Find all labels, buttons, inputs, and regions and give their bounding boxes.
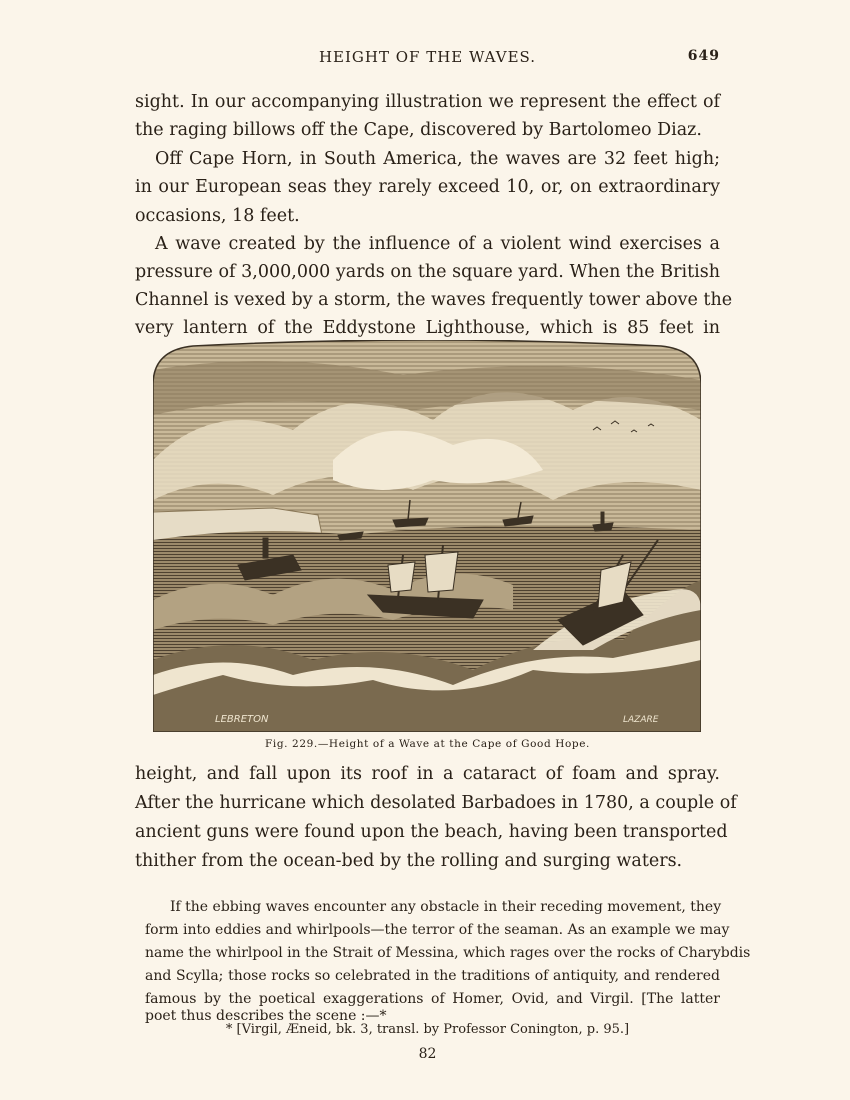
small-text-line: name the whirlpool in the Strait of Messina, which rages over the rocks of Charybdis: [145, 945, 751, 961]
signature-mark: 82: [418, 1046, 437, 1062]
small-text-line: form into eddies and whirlpools—the terror of the seaman. As an example we may: [145, 922, 730, 938]
running-head-title: HEIGHT OF THE WAVES.: [318, 48, 537, 66]
figure-caption: Fig. 229.—Height of a Wave at the Cape of Good Hope.: [265, 738, 590, 750]
page-number: 649: [687, 48, 720, 64]
text-line: the raging billows off the Cape, discovered by Bartolomeo Diaz.: [135, 120, 702, 140]
text-line: Off Cape Horn, in South America, the waves are 32 feet high;: [155, 149, 720, 169]
text-line: occasions, 18 feet.: [135, 206, 300, 226]
wave-engraving: [153, 340, 701, 732]
engraver-signature-right: LAZARE: [623, 715, 659, 725]
engraver-signature-left: LEBRETON: [215, 714, 269, 725]
text-line: Channel is vexed by a storm, the waves frequently tower above the: [135, 290, 733, 310]
text-line: ancient guns were found upon the beach, having been transported: [135, 822, 728, 842]
small-text-line: If the ebbing waves encounter any obstacle in their receding movement, they: [170, 899, 722, 915]
small-text-line: famous by the poetical exaggerations of Homer, Ovid, and Virgil. [The latter: [145, 991, 720, 1007]
text-line: height, and fall upon its roof in a cataract of foam and spray.: [135, 764, 720, 784]
text-line: sight. In our accompanying illustration we represent the effect of: [135, 92, 720, 112]
small-text-line: poet thus describes the scene :—*: [145, 1008, 387, 1024]
text-line: After the hurricane which desolated Barbadoes in 1780, a couple of: [135, 793, 737, 813]
text-line: in our European seas they rarely exceed 10, or, on extraordinary: [135, 177, 720, 197]
engraving-illustration: [153, 340, 701, 732]
text-line: thither from the ocean-bed by the rolling and surging waters.: [135, 851, 683, 871]
text-line: A wave created by the influence of a violent wind exercises a: [155, 234, 720, 254]
footnote: * [Virgil, Æneid, bk. 3, transl. by Professor Conington, p. 95.]: [225, 1022, 630, 1037]
text-line: pressure of 3,000,000 yards on the square yard. When the British: [135, 262, 720, 282]
small-text-line: and Scylla; those rocks so celebrated in the traditions of antiquity, and rendered: [145, 968, 720, 984]
running-head: [135, 48, 720, 72]
text-line: very lantern of the Eddystone Lighthouse, which is 85 feet in: [135, 318, 720, 338]
